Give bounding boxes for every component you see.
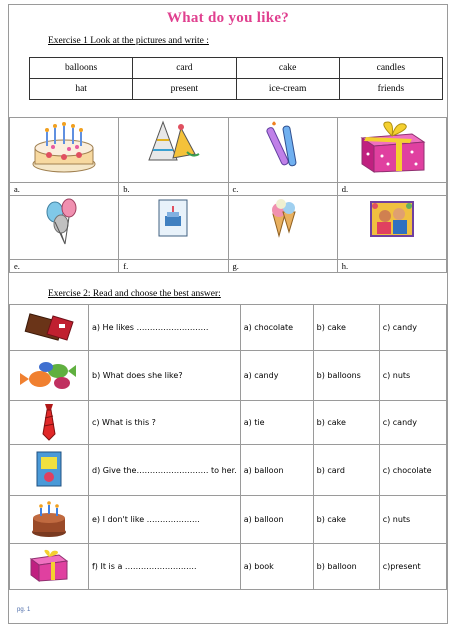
quiz-option-a[interactable]: a) tie xyxy=(240,401,313,445)
quiz-option-b[interactable]: b) cake xyxy=(313,401,379,445)
picture-cell-e xyxy=(10,196,119,260)
birthday-card-icon xyxy=(153,196,193,240)
quiz-question: c) What is this ? xyxy=(88,401,240,445)
picture-label: a. xyxy=(10,183,119,196)
quiz-option-a[interactable]: a) chocolate xyxy=(240,305,313,351)
party-hats-icon xyxy=(143,118,203,168)
quiz-option-c[interactable]: c) nuts xyxy=(379,496,446,544)
quiz-option-a[interactable]: a) candy xyxy=(240,351,313,401)
picture-cell-h xyxy=(337,196,446,260)
quiz-question: f) It is a ………………….….. xyxy=(88,544,240,590)
quiz-option-b[interactable]: b) balloons xyxy=(313,351,379,401)
quiz-row xyxy=(10,305,447,351)
balloons-icon xyxy=(39,196,89,248)
word-cell: ice-cream xyxy=(236,79,339,100)
quiz-row xyxy=(10,496,447,544)
quiz-image-cell xyxy=(10,351,89,401)
quiz-image-cell xyxy=(10,544,89,590)
quiz-question: e) I don't like ……………….. xyxy=(88,496,240,544)
word-cell: balloons xyxy=(30,58,133,79)
quiz-option-a[interactable]: a) balloon xyxy=(240,445,313,496)
quiz-row xyxy=(10,544,447,590)
worksheet-page xyxy=(8,4,448,624)
quiz-option-b[interactable]: b) cake xyxy=(313,305,379,351)
word-cell: hat xyxy=(30,79,133,100)
quiz-option-c[interactable]: c) candy xyxy=(379,401,446,445)
cake-icon xyxy=(29,500,69,538)
word-bank-row xyxy=(30,79,443,100)
picture-cell-b xyxy=(119,118,228,183)
card-icon xyxy=(34,449,64,489)
birthday-cake-icon xyxy=(29,118,99,174)
picture-label: e. xyxy=(10,260,119,273)
quiz-option-a[interactable]: a) balloon xyxy=(240,496,313,544)
picture-label: d. xyxy=(337,183,446,196)
ice-cream-cones-icon xyxy=(261,196,305,240)
word-cell: present xyxy=(133,79,236,100)
page-title: What do you like? xyxy=(166,10,290,26)
word-cell: friends xyxy=(339,79,442,100)
picture-label: h. xyxy=(337,260,446,273)
picture-grid xyxy=(9,117,447,273)
word-bank-table xyxy=(29,57,443,100)
quiz-row xyxy=(10,401,447,445)
word-bank-row xyxy=(30,58,443,79)
quiz-image-cell xyxy=(10,496,89,544)
picture-cell-d xyxy=(337,118,446,183)
quiz-option-c[interactable]: c) chocolate xyxy=(379,445,446,496)
page-number: pg. 1 xyxy=(17,607,31,613)
picture-label: b. xyxy=(119,183,228,196)
chocolate-icon xyxy=(21,312,77,342)
quiz-table xyxy=(9,304,447,590)
quiz-option-b[interactable]: b) balloon xyxy=(313,544,379,590)
picture-label: g. xyxy=(228,260,337,273)
friends-photo-icon xyxy=(367,196,417,240)
quiz-question: a) He likes ……………………… xyxy=(88,305,240,351)
quiz-option-c[interactable]: c) nuts xyxy=(379,351,446,401)
candies-icon xyxy=(18,357,80,393)
quiz-row xyxy=(10,445,447,496)
quiz-image-cell xyxy=(10,401,89,445)
exercise2-heading: Exercise 2: Read and choose the best answer: xyxy=(48,289,221,299)
candles-icon xyxy=(258,118,308,168)
tie-icon xyxy=(39,402,59,442)
picture-cell-f xyxy=(119,196,228,260)
quiz-image-cell xyxy=(10,445,89,496)
picture-cell-g xyxy=(228,196,337,260)
quiz-option-b[interactable]: b) cake xyxy=(313,496,379,544)
quiz-question: b) What does she like? xyxy=(88,351,240,401)
picture-cell-c xyxy=(228,118,337,183)
quiz-option-a[interactable]: a) book xyxy=(240,544,313,590)
quiz-row xyxy=(10,351,447,401)
quiz-option-b[interactable]: b) card xyxy=(313,445,379,496)
picture-cell-a xyxy=(10,118,119,183)
quiz-question: d) Give the……………………… to her. xyxy=(88,445,240,496)
picture-label: f. xyxy=(119,260,228,273)
exercise1-heading: Exercise 1 Look at the pictures and write : xyxy=(48,36,209,46)
word-cell: candles xyxy=(339,58,442,79)
present-icon xyxy=(27,549,71,583)
word-cell: card xyxy=(133,58,236,79)
word-cell: cake xyxy=(236,58,339,79)
quiz-option-c[interactable]: c)present xyxy=(379,544,446,590)
quiz-image-cell xyxy=(10,305,89,351)
present-box-icon xyxy=(352,118,432,174)
picture-label: c. xyxy=(228,183,337,196)
quiz-option-c[interactable]: c) candy xyxy=(379,305,446,351)
